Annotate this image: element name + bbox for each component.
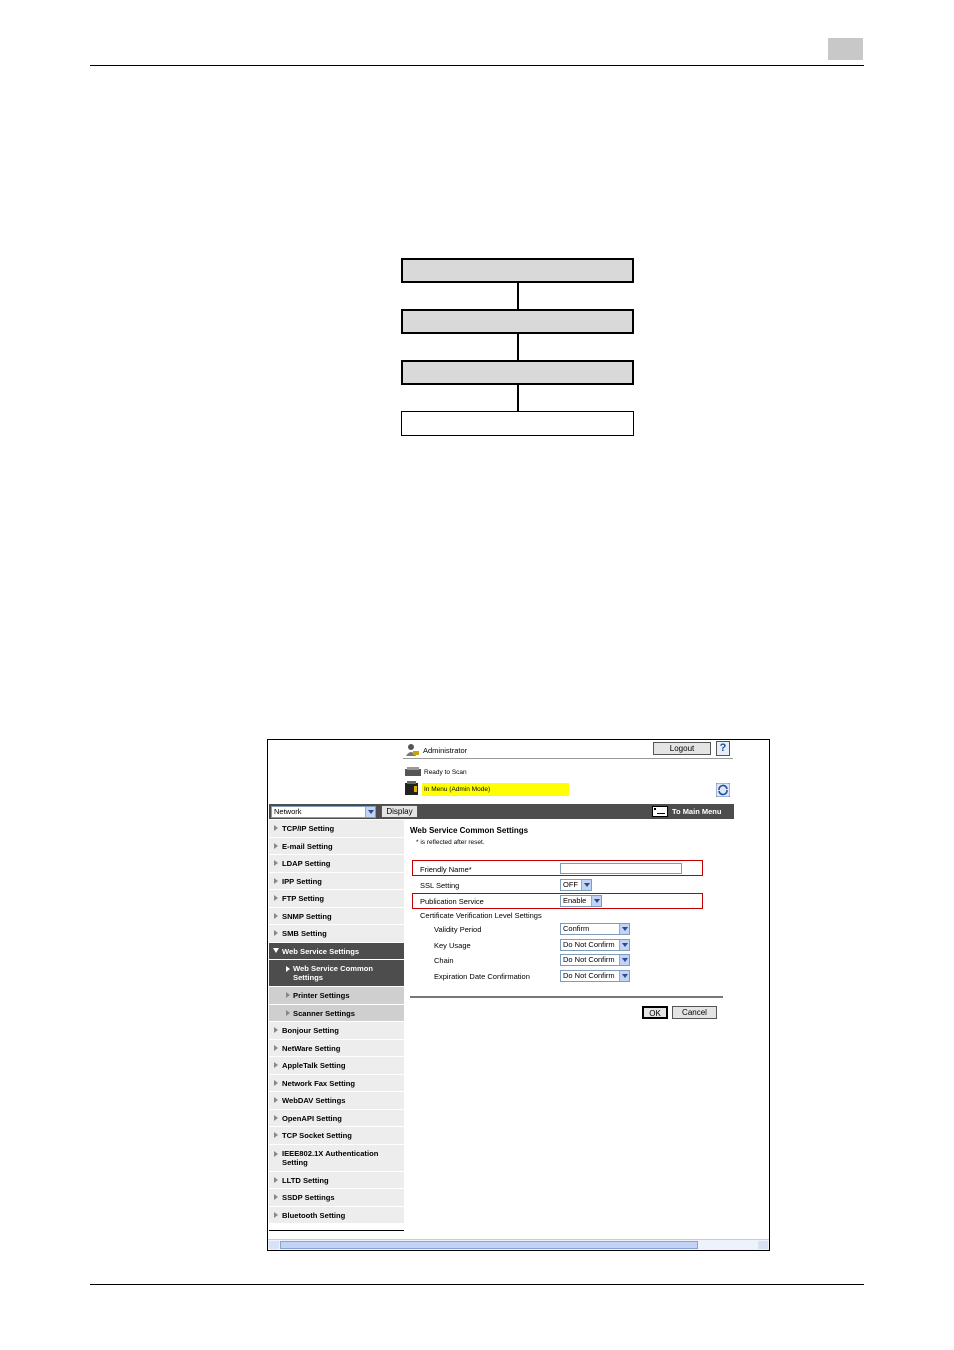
friendly-name-label: Friendly Name* <box>420 865 472 874</box>
sidebar-item-lltd[interactable] <box>269 1172 404 1189</box>
page-number-tab <box>828 38 863 60</box>
sidebar-item-tcp-socket[interactable] <box>269 1127 404 1145</box>
chain-select[interactable] <box>560 954 630 966</box>
key-usage-select-value: Do Not Confirm <box>563 940 615 949</box>
administrator-icon <box>404 743 420 757</box>
logout-button[interactable]: Logout <box>653 742 711 755</box>
caret-right-icon <box>274 1177 278 1183</box>
category-select-value: Network <box>274 807 302 816</box>
ssl-select-value: OFF <box>563 880 578 889</box>
chevron-down-icon <box>581 880 591 890</box>
sidebar-item-label: AppleTalk Setting <box>282 1061 346 1070</box>
caret-right-icon <box>274 860 278 866</box>
sidebar-item-webdav[interactable] <box>269 1092 404 1110</box>
reset-note: * is reflected after reset. <box>416 839 485 846</box>
flow-connector-1 <box>517 283 519 309</box>
sidebar-item-label: SMB Setting <box>282 929 327 938</box>
sidebar-item-ieee8021x[interactable] <box>269 1145 404 1172</box>
expiration-select[interactable] <box>560 970 630 982</box>
caret-right-icon <box>274 1062 278 1068</box>
help-button[interactable]: ? <box>716 741 730 756</box>
chevron-down-icon <box>619 955 629 965</box>
category-select[interactable] <box>271 806 376 818</box>
header-rule <box>90 65 864 66</box>
sidebar-item-label: TCP Socket Setting <box>282 1131 352 1140</box>
friendly-name-input[interactable] <box>560 863 682 874</box>
caret-right-icon <box>274 1080 278 1086</box>
sidebar-item-ftp[interactable] <box>269 890 404 908</box>
sidebar-item-label: SSDP Settings <box>282 1193 335 1202</box>
validity-select-value: Confirm <box>563 924 590 933</box>
publication-select-value: Enable <box>563 896 587 905</box>
validity-select[interactable] <box>560 923 630 935</box>
caret-right-icon <box>286 966 290 972</box>
sidebar-item-label: NetWare Setting <box>282 1044 341 1053</box>
caret-right-icon <box>286 1010 290 1016</box>
sidebar-item-openapi[interactable] <box>269 1110 404 1127</box>
scrollbar-thumb[interactable] <box>280 1241 698 1249</box>
horizontal-scrollbar[interactable] <box>268 1239 769 1250</box>
sidebar-item-smb[interactable] <box>269 925 404 943</box>
sidebar-item-label: IEEE802.1X Authentication Setting <box>282 1149 379 1167</box>
sidebar-item-appletalk[interactable] <box>269 1057 404 1075</box>
flow-connector-2 <box>517 334 519 360</box>
sidebar-item-label: Network Fax Setting <box>282 1079 355 1088</box>
chevron-down-icon <box>591 896 601 906</box>
flow-box-1 <box>401 258 634 283</box>
cancel-button[interactable]: Cancel <box>672 1006 717 1019</box>
sidebar-item-printer[interactable] <box>269 987 404 1005</box>
sidebar-item-ipp[interactable] <box>269 873 404 890</box>
publication-select[interactable] <box>560 895 602 907</box>
status-ready: Ready to Scan <box>424 769 467 776</box>
ok-button[interactable]: OK <box>642 1006 668 1019</box>
flow-connector-3 <box>517 385 519 411</box>
caret-right-icon <box>274 913 278 919</box>
sidebar-bottom-rule <box>269 1230 404 1231</box>
scanner-icon <box>404 766 422 778</box>
sidebar-item-network-fax[interactable] <box>269 1075 404 1092</box>
caret-right-icon <box>274 843 278 849</box>
caret-right-icon <box>274 1212 278 1218</box>
sidebar-item-label: Bluetooth Setting <box>282 1211 346 1220</box>
sidebar-item-bluetooth[interactable] <box>269 1207 404 1224</box>
caret-right-icon <box>274 825 278 831</box>
key-usage-label: Key Usage <box>434 941 471 950</box>
chain-label: Chain <box>434 956 454 965</box>
chevron-down-icon <box>619 940 629 950</box>
device-icon <box>403 781 421 797</box>
caret-right-icon <box>274 878 278 884</box>
sidebar <box>269 820 404 1224</box>
sidebar-item-snmp[interactable] <box>269 908 404 925</box>
sidebar-item-label: IPP Setting <box>282 877 322 886</box>
expiration-select-value: Do Not Confirm <box>563 971 615 980</box>
flow-box-4 <box>401 411 634 436</box>
flow-box-2 <box>401 309 634 334</box>
caret-right-icon <box>274 1115 278 1121</box>
sidebar-item-web-service[interactable] <box>269 943 404 960</box>
sidebar-item-label: TCP/IP Setting <box>282 824 335 833</box>
sidebar-item-email[interactable] <box>269 838 404 855</box>
user-label: Administrator <box>423 746 468 755</box>
publication-label: Publication Service <box>420 897 484 906</box>
caret-right-icon <box>286 992 290 998</box>
sidebar-item-netware[interactable] <box>269 1040 404 1057</box>
ssl-select[interactable] <box>560 879 592 891</box>
sidebar-item-label: OpenAPI Setting <box>282 1114 342 1123</box>
footer-rule <box>90 1284 864 1285</box>
sidebar-item-ssdp[interactable] <box>269 1189 404 1207</box>
sidebar-item-bonjour[interactable] <box>269 1022 404 1040</box>
caret-down-icon <box>273 948 279 953</box>
chevron-down-icon <box>365 807 375 817</box>
sidebar-item-scanner[interactable] <box>269 1005 404 1022</box>
sidebar-item-label: Bonjour Setting <box>282 1026 339 1035</box>
sidebar-item-tcpip[interactable] <box>269 820 404 838</box>
caret-right-icon <box>274 1097 278 1103</box>
key-usage-select[interactable] <box>560 939 630 951</box>
expiration-label: Expiration Date Confirmation <box>434 972 530 981</box>
scroll-right-icon[interactable] <box>758 1241 768 1249</box>
caret-right-icon <box>274 1132 278 1138</box>
caret-right-icon <box>274 1027 278 1033</box>
sidebar-item-label: LLTD Setting <box>282 1176 329 1185</box>
sidebar-item-label: FTP Setting <box>282 894 325 903</box>
flow-box-3 <box>401 360 634 385</box>
scroll-left-icon[interactable] <box>269 1241 279 1249</box>
header-divider <box>403 758 733 759</box>
main-menu-icon <box>652 806 668 817</box>
page-title: Web Service Common Settings <box>410 826 529 835</box>
caret-right-icon <box>274 1045 278 1051</box>
caret-right-icon <box>274 930 278 936</box>
sidebar-item-ldap[interactable] <box>269 855 404 873</box>
sidebar-item-label: Scanner Settings <box>293 1009 356 1018</box>
ssl-label: SSL Setting <box>420 881 460 890</box>
caret-right-icon <box>274 1151 278 1157</box>
sidebar-item-label: Printer Settings <box>293 991 350 1000</box>
refresh-icon[interactable] <box>716 783 730 797</box>
caret-right-icon <box>274 895 278 901</box>
sidebar-item-web-service-common[interactable] <box>269 960 404 987</box>
sidebar-item-label: LDAP Setting <box>282 859 331 868</box>
chain-select-value: Do Not Confirm <box>563 955 615 964</box>
form-divider <box>410 996 723 998</box>
sidebar-item-label: WebDAV Settings <box>282 1096 346 1105</box>
caret-right-icon <box>274 1194 278 1200</box>
sidebar-item-label: E-mail Setting <box>282 842 333 851</box>
chevron-down-icon <box>619 924 629 934</box>
cert-heading: Certificate Verification Level Settings <box>420 911 542 920</box>
display-button[interactable]: Display <box>381 805 418 818</box>
sidebar-item-label: SNMP Setting <box>282 912 332 921</box>
status-menu: In Menu (Admin Mode) <box>422 783 569 796</box>
chevron-down-icon <box>619 971 629 981</box>
main-menu-link[interactable]: To Main Menu <box>672 807 722 816</box>
sidebar-item-label: Web Service Settings <box>282 947 360 956</box>
sidebar-item-label: Web Service Common Settings <box>293 964 374 982</box>
validity-label: Validity Period <box>434 925 482 934</box>
web-ui-screenshot <box>267 739 770 1251</box>
